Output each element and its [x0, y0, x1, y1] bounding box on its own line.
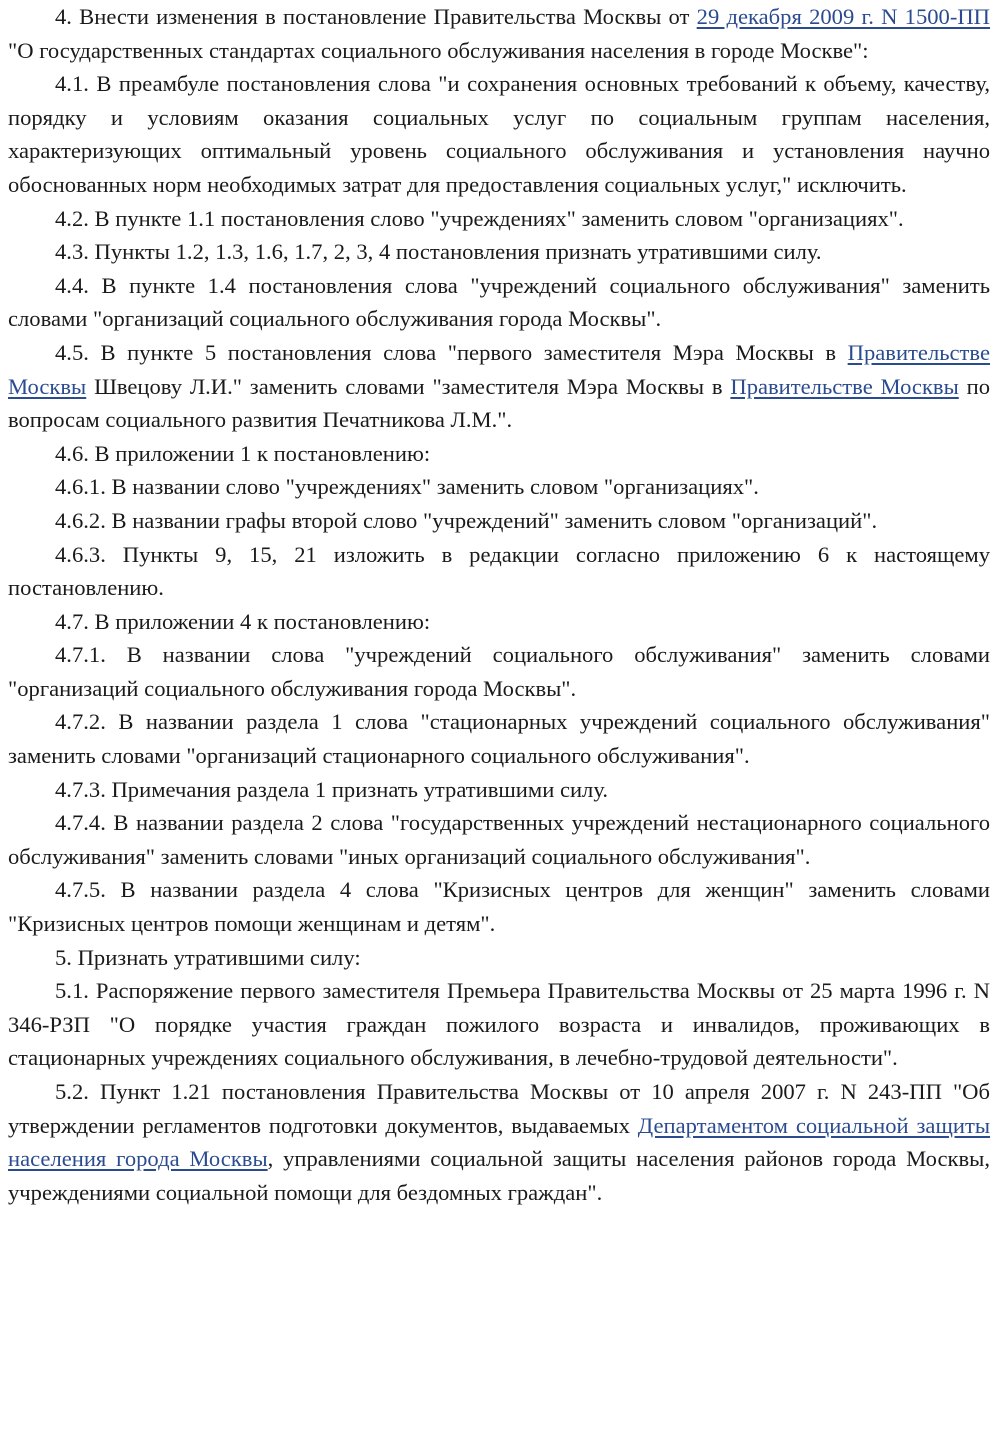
paragraph-text: , управлениями социальной защиты населения районов города Москвы, учреждениями социальной помощи для бездомных граждан".	[8, 1146, 990, 1205]
paragraph	[8, 437, 990, 471]
paragraph	[8, 504, 990, 538]
paragraph-text: 4.5. В пункте 5 постановления слова "первого заместителя Мэра Москвы в	[55, 339, 848, 365]
paragraph	[8, 605, 990, 639]
paragraph-text: 4.6. В приложении 1 к постановлению:	[55, 440, 431, 466]
document-link[interactable]: 29 декабря 2009 г. N 1500-ПП	[696, 4, 990, 29]
paragraph	[8, 873, 990, 940]
paragraph	[8, 538, 990, 605]
paragraph	[8, 0, 990, 67]
paragraph	[8, 1075, 990, 1209]
paragraph-text: 4.7. В приложении 4 к постановлению:	[55, 608, 431, 634]
paragraph	[8, 202, 990, 236]
paragraph	[8, 773, 990, 807]
paragraph-text: 4.2. В пункте 1.1 постановления слово "учреждениях" заменить словом "организациях".	[55, 205, 904, 231]
paragraph	[8, 941, 990, 975]
paragraph	[8, 336, 990, 437]
paragraph-text: 4.6.2. В названии графы второй слово "учреждений" заменить словом "организаций".	[55, 507, 878, 533]
paragraph-text: 4.6.3. Пункты 9, 15, 21 изложить в редакции согласно приложению 6 к настоящему постановлению.	[8, 541, 990, 601]
paragraph	[8, 470, 990, 504]
paragraph	[8, 67, 990, 201]
paragraph-text: 4.6.1. В названии слово "учреждениях" заменить словом "организациях".	[55, 474, 759, 500]
paragraph	[8, 974, 990, 1075]
document-link[interactable]: Департаментом социальной защиты населения города Москвы	[8, 1112, 990, 1172]
paragraph-text: Швецову Л.И." заменить словами "заместителя Мэра Москвы в	[86, 373, 731, 399]
paragraph-text: 4.7.1. В названии слова "учреждений социального обслуживания" заменить словами "организаций социального обслуживания города Москвы".	[8, 642, 990, 701]
paragraph-text: по вопросам социального развития Печатникова Л.М.".	[8, 373, 990, 433]
paragraph	[8, 235, 990, 269]
paragraph-text: 5.1. Распоряжение первого заместителя Премьера Правительства Москвы от 25 марта 1996 г. N 346-РЗП "О порядке участия граждан пожилого возраста и инвалидов, проживающих в стационарных учреждениях социального обслуживания, в лечебно-трудовой деятельности".	[8, 978, 990, 1071]
paragraph-text: 4.7.3. Примечания раздела 1 признать утратившими силу.	[55, 776, 609, 802]
paragraph	[8, 806, 990, 873]
paragraph-text: 4.7.4. В названии раздела 2 слова "государственных учреждений нестационарного социального обслуживания" заменить словами "иных организаций социального обслуживания".	[8, 810, 990, 869]
paragraph-text: 4. Внести изменения в постановление Правительства Москвы от	[55, 4, 697, 29]
paragraph-text: 4.4. В пункте 1.4 постановления слова "учреждений социального обслуживания" заменить словами "организаций социального обслуживания города Москвы".	[8, 272, 990, 332]
paragraph-text: "О государственных стандартах социального обслуживания населения в городе Москве":	[8, 37, 869, 63]
paragraph-text: 5. Признать утратившими силу:	[55, 944, 361, 970]
paragraph-text: 5.2. Пункт 1.21 постановления Правительства Москвы от 10 апреля 2007 г. N 243-ПП "Об утверждении регламентов подготовки документов, выдаваемых	[8, 1079, 990, 1138]
paragraph	[8, 638, 990, 705]
document-link[interactable]: Правительстве Москвы	[730, 373, 959, 399]
paragraph-text: 4.7.2. В названии раздела 1 слова "стационарных учреждений социального обслуживания" заменить словами "организаций стационарного социального обслуживания".	[8, 709, 990, 769]
document-link[interactable]: Правительстве Москвы	[8, 339, 990, 399]
paragraph	[8, 705, 990, 772]
paragraph-text: 4.3. Пункты 1.2, 1.3, 1.6, 1.7, 2, 3, 4 постановления признать утратившими силу.	[55, 239, 822, 265]
paragraph	[8, 269, 990, 336]
paragraph-text: 4.1. В преамбуле постановления слова "и сохранения основных требований к объему, качеству, порядку и условиям оказания социальных услуг по социальным группам населения, характеризующих оптимальный уровень социального обслуживания и установления научно обоснованных норм необходимых затрат для предоставления социальных услуг," исключить.	[8, 71, 990, 197]
paragraph-text: 4.7.5. В названии раздела 4 слова "Кризисных центров для женщин" заменить словами "Кризисных центров помощи женщинам и детям".	[8, 877, 990, 937]
